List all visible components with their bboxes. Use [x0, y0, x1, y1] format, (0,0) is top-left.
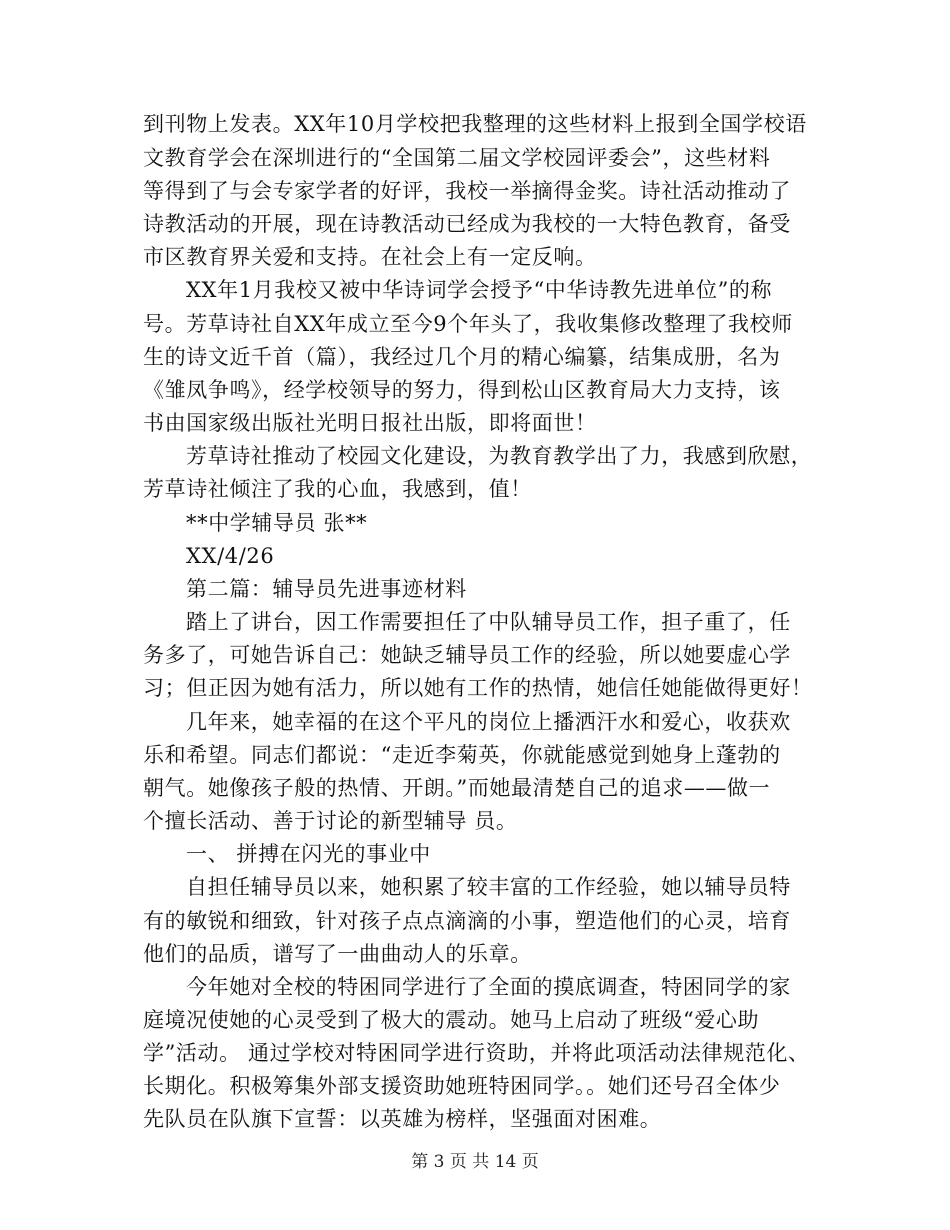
text-line-3: 等得到了与会专家学者的好评，我校一举摘得金奖。诗社活动推动了 [143, 179, 791, 203]
text-line-2: 文教育学会在深圳进行的“全国第二届文学校园评委会”，这些材料 [143, 146, 771, 170]
text-line-9: 《雏凤争鸣》，经学校领导的努力，得到松山区教育局大力支持，该 [143, 378, 781, 402]
subsection-heading: 一、 拼搏在闪光的事业中 [186, 842, 431, 866]
text-line-30: 长期化。积极筹集外部支援资助她班特困同学。。她们还号召全体少 [143, 1074, 781, 1098]
text-line-11: 芳草诗社推动了校园文化建设，为教育教学出了力，我感到欣慰， [186, 444, 813, 468]
text-line-8: 生的诗文近千首（篇），我经过几个月的精心编纂，结集成册，名为 [143, 345, 781, 369]
text-line-27: 今年她对全校的特困同学进行了全面的摸底调查，特困同学的家 [186, 975, 791, 999]
text-line-1: 到刊物上发表。XX年10月学校把我整理的这些材料上报到全国学校语 [143, 112, 807, 136]
text-line-7: 号。芳草诗社自XX年成立至今9个年头了，我收集修改整理了我校师 [143, 312, 793, 336]
text-line-19: 几年来，她幸福的在这个平凡的岗位上播洒汗水和爱心，收获欢 [186, 710, 791, 734]
signature-line: **中学辅导员 张** [186, 511, 368, 535]
text-line-31: 先队员在队旗下宣誓：以英雄为榜样，坚强面对困难。 [143, 1107, 662, 1131]
text-line-16: 踏上了讲台，因工作需要担任了中队辅导员工作，担子重了，任 [186, 610, 791, 634]
text-line-5: 市区教育界关爱和支持。在社会上有一定反响。 [143, 245, 597, 269]
text-line-17: 务多了，可她告诉自己：她缺乏辅导员工作的经验，所以她要虚心学 [143, 643, 791, 667]
text-line-25: 有的敏锐和细致，针对孩子点点滴滴的小事，塑造他们的心灵，培育 [143, 909, 791, 933]
text-line-6: XX年1月我校又被中华诗词学会授予“中华诗教先进单位”的称 [186, 278, 773, 302]
section-heading: 第二篇：辅导员先进事迹材料 [186, 577, 467, 601]
text-line-22: 个擅长活动、善于讨论的新型辅导 员。 [143, 809, 518, 833]
text-line-21: 朝气。她像孩子般的热情、开朗。”而她最清楚自己的追求——做一 [143, 776, 771, 800]
page-number-footer: 第 3 页 共 14 页 [411, 1152, 539, 1172]
text-line-29: 学”活动。 通过学校对特困同学进行资助，并将此项活动法律规范化、 [143, 1041, 810, 1065]
text-line-28: 庭境况使她的心灵受到了极大的震动。她马上启动了班级“爱心助 [143, 1008, 760, 1032]
date-line: XX/4/26 [186, 544, 275, 568]
text-line-26: 他们的品质，谱写了一曲曲动人的乐章。 [143, 942, 532, 966]
text-line-10: 书由国家级出版社光明日报社出版，即将面世！ [143, 411, 597, 435]
text-line-12: 芳草诗社倾注了我的心血，我感到，值！ [143, 477, 532, 501]
text-line-18: 习；但正因为她有活力，所以她有工作的热情，她信任她能做得更好！ [143, 676, 813, 700]
text-line-24: 自担任辅导员以来，她积累了较丰富的工作经验，她以辅导员特 [186, 875, 791, 899]
text-line-4: 诗教活动的开展，现在诗教活动已经成为我校的一大特色教育，备受 [143, 212, 791, 236]
text-line-20: 乐和希望。同志们都说：“走近李菊英，你就能感觉到她身上蓬勃的 [143, 743, 781, 767]
